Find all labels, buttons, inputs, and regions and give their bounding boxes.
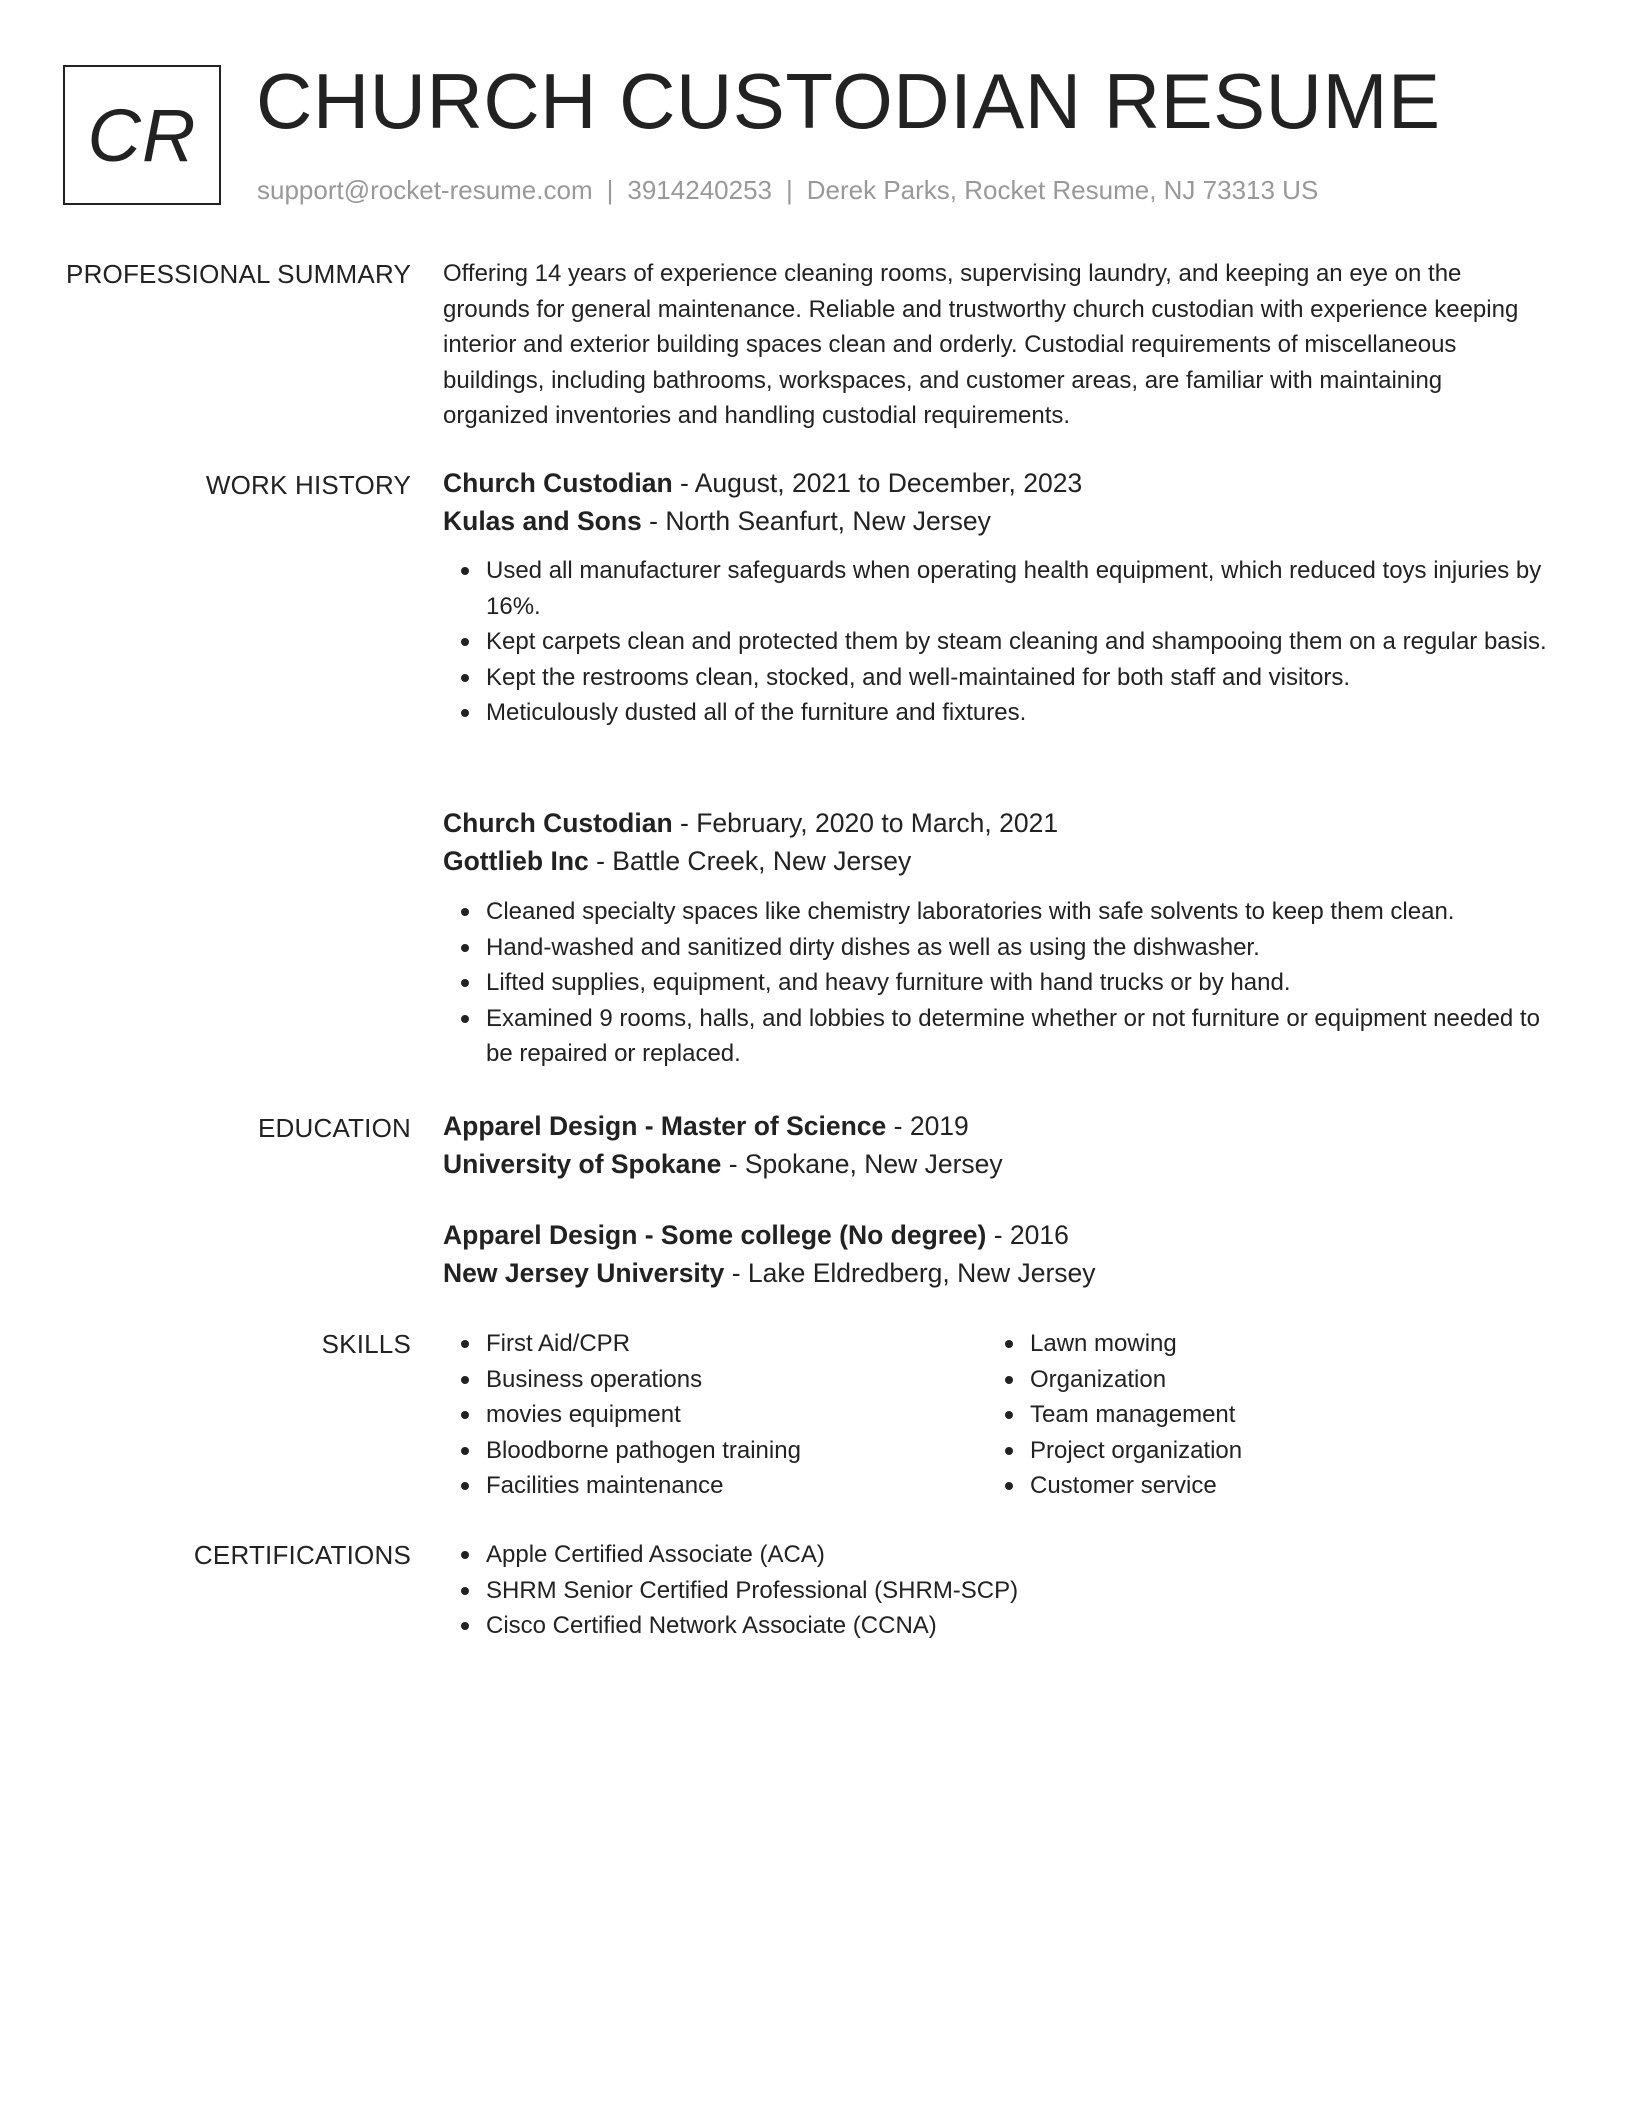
list-item: Kept the restrooms clean, stocked, and well-maintained for both staff and visitors. xyxy=(486,660,1553,696)
section-label-summary: PROFESSIONAL SUMMARY xyxy=(66,259,411,289)
education-entry-2 xyxy=(443,1216,1553,1292)
work-history-job-1 xyxy=(443,464,1553,731)
school-name: University of Spokane xyxy=(443,1149,722,1179)
list-item: Business operations xyxy=(486,1362,801,1398)
section-label-skills: SKILLS xyxy=(321,1329,411,1359)
job-title: Church Custodian xyxy=(443,468,673,498)
list-item: First Aid/CPR xyxy=(486,1326,801,1362)
school-line xyxy=(443,1145,1553,1183)
degree-year: - 2016 xyxy=(986,1220,1069,1250)
contact-separator: | xyxy=(786,175,793,205)
school-location: - Lake Eldredberg, New Jersey xyxy=(724,1258,1096,1288)
job-dates: - August, 2021 to December, 2023 xyxy=(672,468,1083,498)
skills-list-right xyxy=(987,1326,1242,1504)
contact-line xyxy=(257,172,1318,208)
list-item: Meticulously dusted all of the furniture and fixtures. xyxy=(486,695,1553,731)
list-item: Customer service xyxy=(1030,1468,1242,1504)
job-location: - Battle Creek, New Jersey xyxy=(588,846,912,876)
degree-year: - 2019 xyxy=(886,1111,969,1141)
job-bullets xyxy=(443,553,1553,731)
list-item: Used all manufacturer safeguards when operating health equipment, which reduced toys injuries by 16%. xyxy=(486,553,1553,624)
contact-address: Derek Parks, Rocket Resume, NJ 73313 US xyxy=(806,175,1319,205)
degree-name: Apparel Design - Master of Science xyxy=(443,1111,887,1141)
degree-line xyxy=(443,1107,1553,1145)
section-label-education: EDUCATION xyxy=(258,1113,411,1143)
contact-email: support@rocket-resume.com xyxy=(257,175,593,205)
job-dates: - February, 2020 to March, 2021 xyxy=(672,808,1059,838)
list-item: Team management xyxy=(1030,1397,1242,1433)
job-bullets xyxy=(443,894,1553,1072)
skills-columns xyxy=(443,1326,1553,1506)
school-location: - Spokane, New Jersey xyxy=(721,1149,1003,1179)
list-item: Lawn mowing xyxy=(1030,1326,1242,1362)
contact-separator: | xyxy=(606,175,614,205)
job-company: Gottlieb Inc xyxy=(443,846,589,876)
job-company-line xyxy=(443,842,1553,880)
page-title: CHURCH CUSTODIAN RESUME xyxy=(256,57,1441,145)
list-item: Cleaned specialty spaces like chemistry laboratories with safe solvents to keep them clean. xyxy=(486,894,1553,930)
section-label-work-history: WORK HISTORY xyxy=(205,470,411,500)
school-line xyxy=(443,1254,1553,1292)
job-title-line xyxy=(443,804,1553,842)
list-item: Cisco Certified Network Associate (CCNA) xyxy=(486,1608,1553,1644)
job-title-line xyxy=(443,464,1553,502)
list-item: Bloodborne pathogen training xyxy=(486,1433,801,1469)
degree-name: Apparel Design - Some college (No degree) xyxy=(443,1220,987,1250)
list-item: Kept carpets clean and protected them by steam cleaning and shampooing them on a regular basis. xyxy=(486,624,1553,660)
degree-line xyxy=(443,1216,1553,1254)
skills-section xyxy=(443,1326,1553,1506)
list-item: SHRM Senior Certified Professional (SHRM-SCP) xyxy=(486,1573,1553,1609)
list-item: Examined 9 rooms, halls, and lobbies to determine whether or not furniture or equipment needed to be repaired or replaced. xyxy=(486,1001,1553,1072)
list-item: Facilities maintenance xyxy=(486,1468,801,1504)
certifications-section xyxy=(443,1537,1553,1644)
list-item: Apple Certified Associate (ACA) xyxy=(486,1537,1553,1573)
school-name: New Jersey University xyxy=(443,1258,725,1288)
job-location: - North Seanfurt, New Jersey xyxy=(641,506,991,536)
contact-phone: 3914240253 xyxy=(627,175,772,205)
list-item: Lifted supplies, equipment, and heavy furniture with hand trucks or by hand. xyxy=(486,965,1553,1001)
education-entry-1 xyxy=(443,1107,1553,1183)
list-item: Project organization xyxy=(1030,1433,1242,1469)
summary-section xyxy=(443,256,1553,434)
job-company: Kulas and Sons xyxy=(443,506,642,536)
list-item: Hand-washed and sanitized dirty dishes as well as using the dishwasher. xyxy=(486,930,1553,966)
summary-text: Offering 14 years of experience cleaning rooms, supervising laundry, and keeping an eye on the grounds for general maintenance. Reliable and trustworthy church custodian with experience keeping interior and exterior building spaces clean and orderly. Custodial requirements of miscellaneous buildings, including bathrooms, workspaces, and customer areas, are familiar with maintaining organized inventories and handling custodial requirements. xyxy=(443,260,1519,429)
job-title: Church Custodian xyxy=(443,808,673,838)
list-item: movies equipment xyxy=(486,1397,801,1433)
section-label-certifications: CERTIFICATIONS xyxy=(193,1540,411,1570)
job-company-line xyxy=(443,502,1553,540)
certifications-list xyxy=(443,1537,1553,1644)
monogram-logo: CR xyxy=(63,65,221,205)
list-item: Organization xyxy=(1030,1362,1242,1398)
work-history-job-2 xyxy=(443,804,1553,1072)
skills-list-left xyxy=(443,1326,801,1504)
